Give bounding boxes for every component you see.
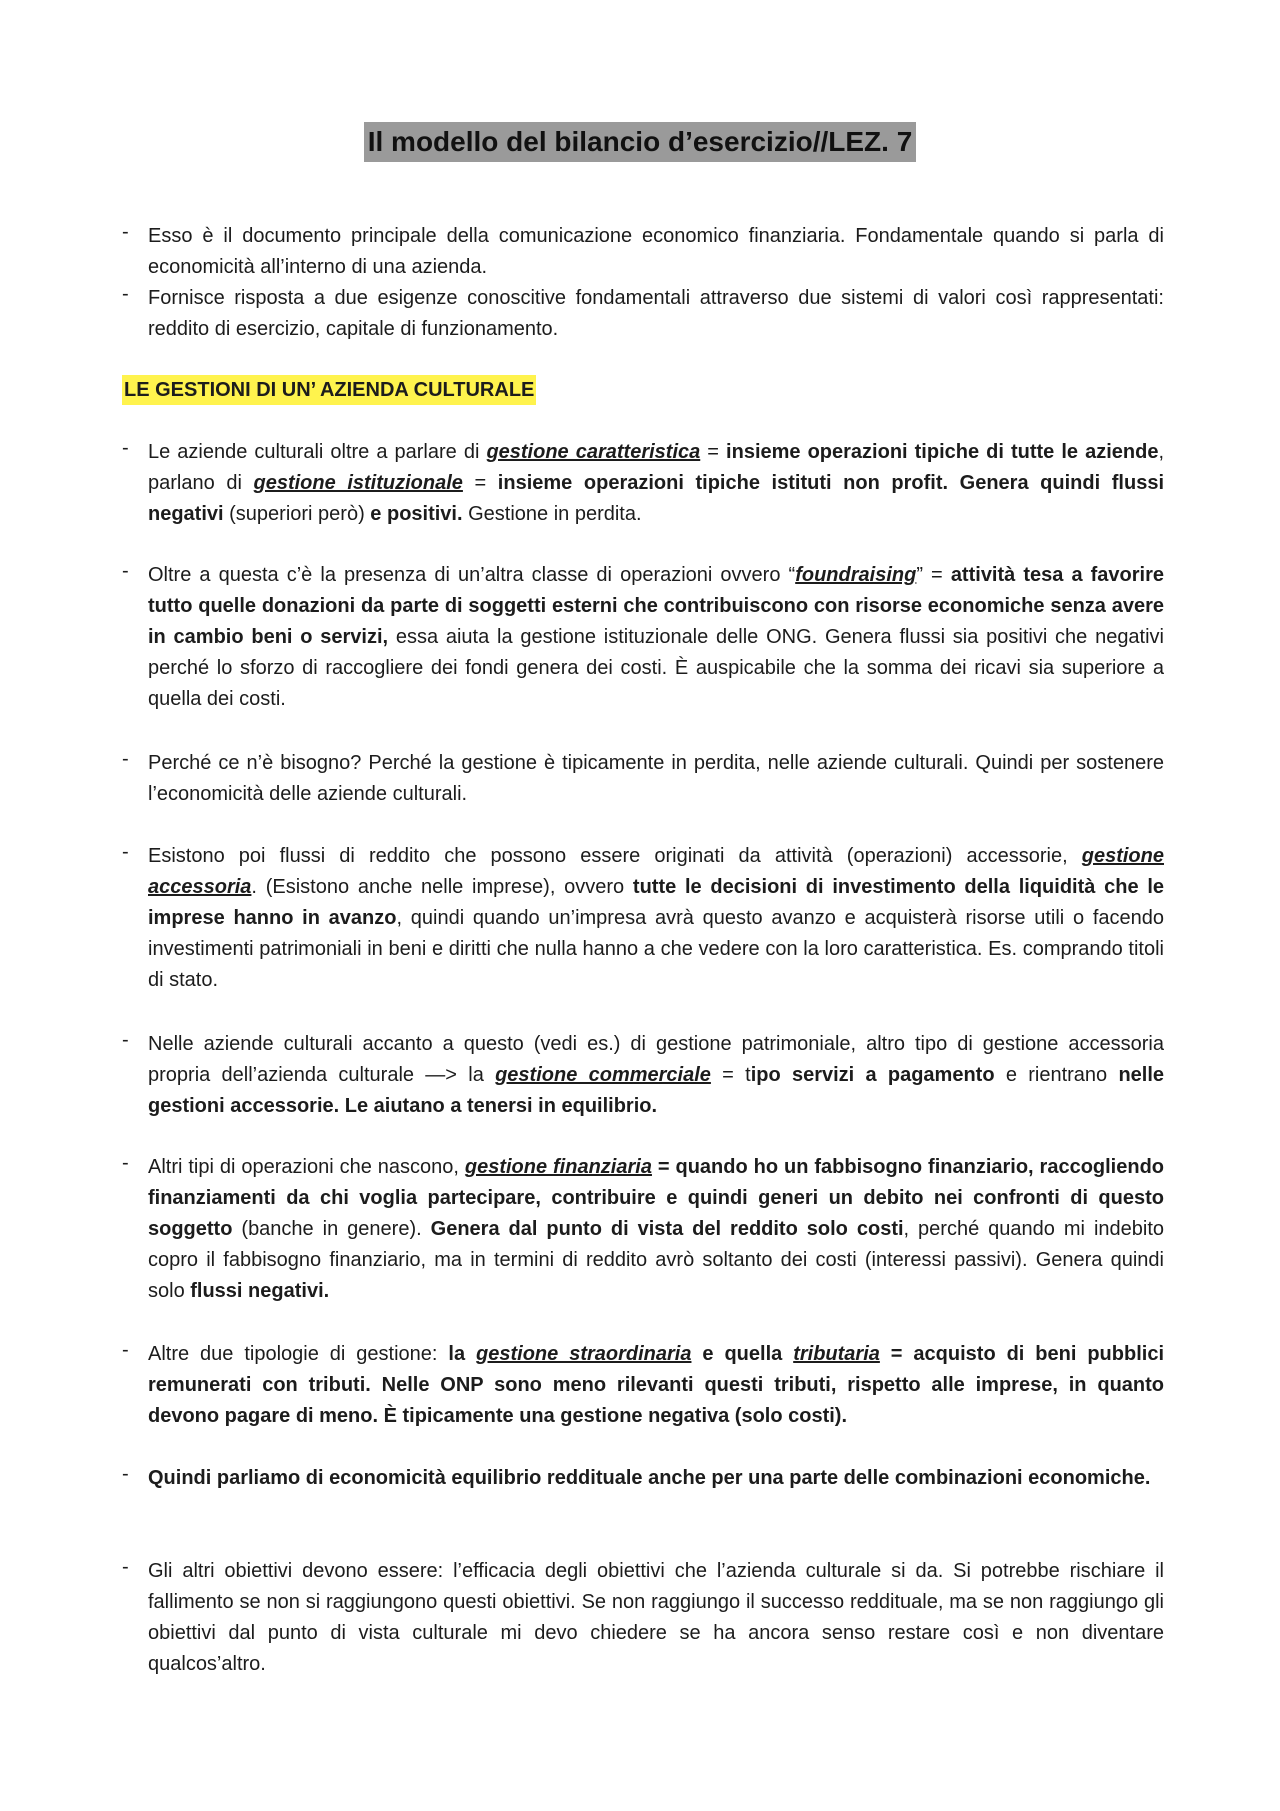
text-run: . (Esistono anche nelle imprese), ovvero <box>251 876 633 898</box>
bullet-dash: - <box>122 841 129 863</box>
term-gestione-finanziaria: gestione finanziaria <box>464 1156 652 1178</box>
intro-text-1: Esso è il documento principale della comunicazione economico finanziaria. Fondamentale quando si parla di economicità all’interno di una azienda. <box>148 225 1164 278</box>
paragraph-5 <box>122 1029 1164 1122</box>
text-run: Esistono poi flussi di reddito che possono essere originati da attività (operazioni) accessorie, <box>148 845 1082 867</box>
section-heading: LE GESTIONI DI UN’ AZIENDA CULTURALE <box>122 375 536 405</box>
list-item <box>122 841 1164 996</box>
text-run: Altre due tipologie di gestione: <box>148 1343 449 1365</box>
bold-run: insieme operazioni tipiche di tutte le aziende <box>726 441 1159 463</box>
bullet-dash: - <box>122 1463 129 1485</box>
term-gestione-commerciale: gestione commerciale <box>495 1064 711 1086</box>
bullet-dash: - <box>122 560 129 582</box>
text-run: , parlano di <box>148 441 1164 494</box>
list-item <box>122 1152 1164 1307</box>
list-item <box>122 748 1164 810</box>
bold-run: e quella <box>691 1343 794 1365</box>
text-run: Le aziende culturali oltre a parlare di <box>148 441 487 463</box>
term-foundraising: foundraising <box>795 564 917 586</box>
bullet-dash: - <box>122 437 129 459</box>
intro-text-2: Fornisce risposta a due esigenze conoscitive fondamentali attraverso due sistemi di valori così rappresentati: reddito di esercizio, capitale di funzionamento. <box>148 287 1164 340</box>
paragraph-9 <box>122 1556 1164 1680</box>
bullet-dash: - <box>122 1339 129 1361</box>
paragraph-6 <box>122 1152 1164 1307</box>
paragraph-text <box>148 1463 1164 1494</box>
bullet-dash: - <box>122 1556 129 1578</box>
bold-run: la <box>448 1343 477 1365</box>
text-run: , quindi quando un’impresa avrà questo avanzo e acquisterà risorse utili o facendo investimenti patrimoniali in beni e diritti che nulla hanno a che vedere con la loro caratteristica. Es. comprando titoli di stato. <box>148 907 1164 991</box>
paragraph-text <box>148 841 1164 996</box>
bold-run: = acquisto di beni pubblici remunerati con tributi. Nelle ONP sono meno rilevanti questi tributi, rispetto alle imprese, in quanto devono pagare di meno. È tipicamente una gestione negativa (solo costi). <box>148 1343 1165 1427</box>
paragraph-text <box>148 1029 1164 1122</box>
text-run: = t <box>710 1064 751 1086</box>
title-wrap <box>0 122 1280 162</box>
bold-run: Genera dal punto di vista del reddito solo costi <box>430 1218 904 1240</box>
paragraph-text <box>148 560 1164 715</box>
text-run: essa aiuta la gestione istituzionale delle ONG. Genera flussi sia positivi che negativi perché lo sforzo di raccogliere dei fondi genera dei costi. È auspicabile che la somma dei ricavi sia superiore a quella dei costi. <box>148 626 1165 710</box>
text-run: Altri tipi di operazioni che nascono, <box>148 1156 465 1178</box>
paragraph-text <box>148 437 1164 530</box>
list-item <box>122 1339 1164 1432</box>
paragraph-text: Gli altri obiettivi devono essere: l’efficacia degli obiettivi che l’azienda culturale si da. Si potrebbe rischiare il fallimento se non si raggiungono questi obiettivi. Se non raggiungo il successo reddituale, ma se non raggiungo gli obiettivi dal punto di vista culturale mi devo chiedere se ha ancora senso restare così e non diventare qualcos’altro. <box>148 1560 1164 1675</box>
text-run: Gestione in perdita. <box>462 503 642 525</box>
term-gestione-istituzionale: gestione istituzionale <box>253 472 463 494</box>
bold-run: tutte le decisioni di investimento della liquidità che le imprese hanno in avanzo <box>148 876 1164 929</box>
list-item <box>122 1029 1164 1122</box>
paragraph-text: Perché ce n’è bisogno? Perché la gestione è tipicamente in perdita, nelle aziende culturali. Quindi per sostenere l’economicità delle aziende culturali. <box>148 752 1164 805</box>
paragraph-3 <box>122 748 1164 810</box>
term-tributaria: tributaria <box>793 1343 880 1365</box>
page-title: Il modello del bilancio d’esercizio//LEZ. 7 <box>364 122 917 162</box>
bold-run: insieme operazioni tipiche istituti non profit. Genera quindi flussi negativi <box>148 472 1164 525</box>
intro-list <box>122 221 1164 345</box>
bullet-dash: - <box>122 283 129 305</box>
paragraph-text <box>148 1152 1164 1307</box>
list-item <box>122 437 1164 530</box>
bold-run: nelle gestioni accessorie. Le aiutano a tenersi in equilibrio. <box>148 1064 1165 1117</box>
term-gestione-caratteristica: gestione caratteristica <box>486 441 701 463</box>
text-run: (superiori però) <box>223 503 371 525</box>
bold-run: ipo servizi a pagamento <box>750 1064 995 1086</box>
paragraph-7 <box>122 1339 1164 1432</box>
bold-run: e positivi. <box>370 503 463 525</box>
bullet-dash: - <box>122 221 129 243</box>
bold-run: flussi negativi. <box>190 1280 330 1302</box>
text-run: , perché quando mi indebito copro il fabbisogno finanziario, ma in termini di reddito avrò soltanto dei costi (interessi passivi). Genera quindi solo <box>148 1218 1164 1302</box>
text-run: ” = <box>916 564 951 586</box>
text-run: Oltre a questa c’è la presenza di un’altra classe di operazioni ovvero “ <box>148 564 796 586</box>
bold-run: attività tesa a favorire tutto quelle donazioni da parte di soggetti esterni che contribuiscono con risorse economiche senza avere in cambio beni o servizi, <box>148 564 1165 648</box>
bold-run: = quando ho un fabbisogno finanziario, raccogliendo finanziamenti da chi voglia partecipare, contribuire e quindi generi un debito nei confronti di questo soggetto <box>148 1156 1165 1240</box>
paragraph-4 <box>122 841 1164 996</box>
text-run: e rientrano <box>994 1064 1119 1086</box>
text-run: = <box>700 441 727 463</box>
bullet-dash: - <box>122 1152 129 1174</box>
bullet-dash: - <box>122 748 129 770</box>
bullet-dash: - <box>122 1029 129 1051</box>
text-run: Nelle aziende culturali accanto a questo (vedi es.) di gestione patrimoniale, altro tipo di gestione accessoria propria dell’azienda culturale —> la <box>148 1033 1164 1086</box>
list-item <box>122 1556 1164 1680</box>
bold-run: Quindi parliamo di economicità equilibrio reddituale anche per una parte delle combinazioni economiche. <box>148 1467 1151 1489</box>
paragraph-1 <box>122 437 1164 530</box>
term-gestione-straordinaria: gestione straordinaria <box>476 1343 692 1365</box>
text-run: (banche in genere). <box>232 1218 431 1240</box>
paragraph-2 <box>122 560 1164 715</box>
paragraph-text <box>148 1339 1164 1432</box>
list-item <box>122 283 1164 345</box>
text-run: = <box>462 472 498 494</box>
list-item <box>122 221 1164 283</box>
list-item <box>122 560 1164 715</box>
term-gestione-accessoria: gestione accessoria <box>148 845 1164 898</box>
paragraph-8 <box>122 1463 1164 1494</box>
list-item <box>122 1463 1164 1494</box>
